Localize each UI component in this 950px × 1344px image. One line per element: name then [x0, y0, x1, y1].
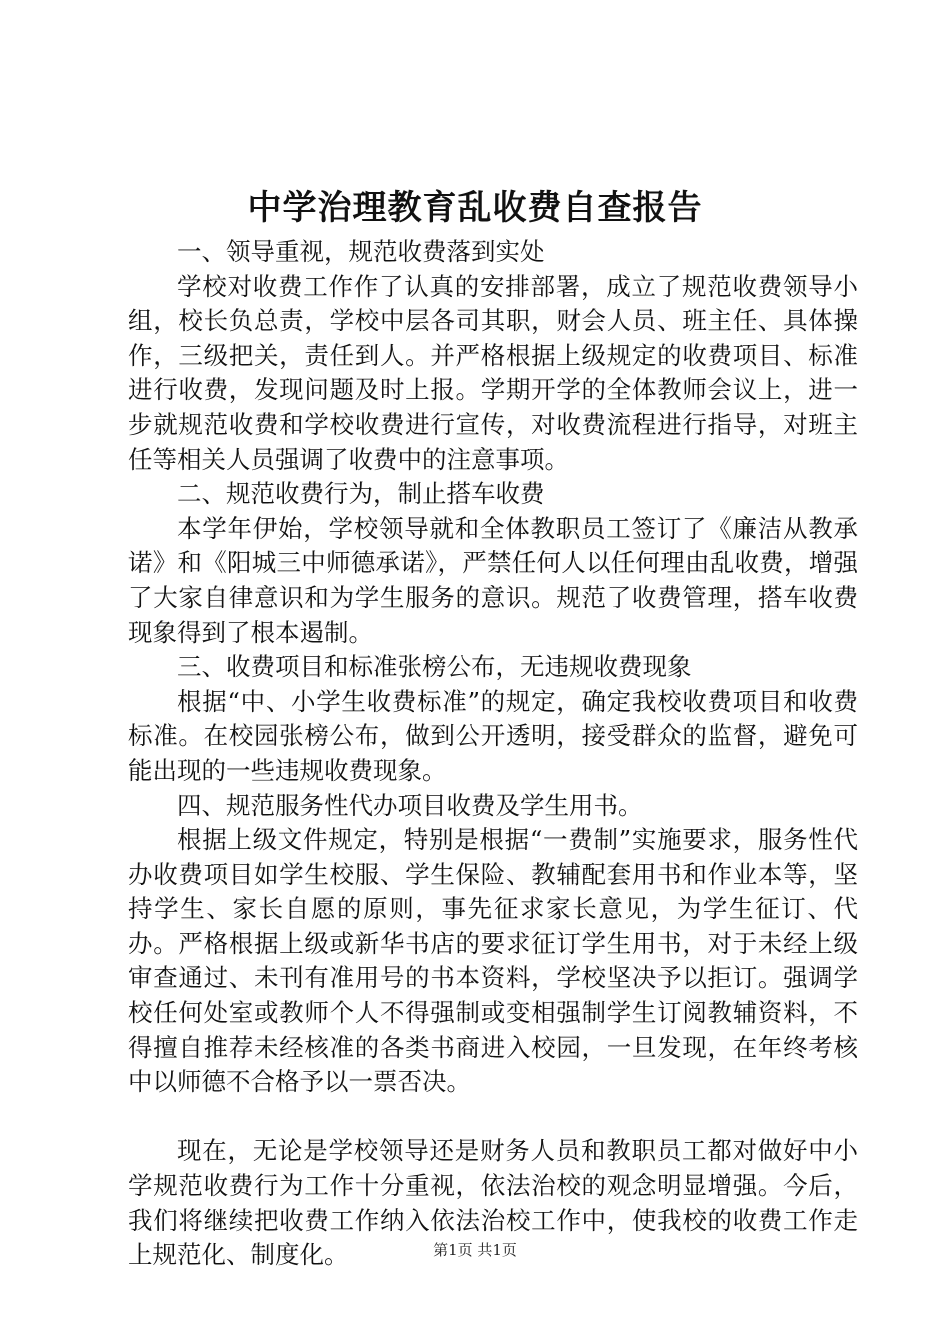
conclusion-paragraph: 现在，无论是学校领导还是财务人员和教职员工都对做好中小学规范收费行为工作十分重视，依法治校的观念明显增强。今后，我们将继续把收费工作纳入依法治校工作中，使我校的收费工作走上规范化、制度化。	[128, 1136, 858, 1270]
section-paragraph-1: 学校对收费工作作了认真的安排部署，成立了规范收费领导小组，校长负总责，学校中层各司其职，财会人员、班主任、具体操作，三级把关，责任到人。并严格根据上级规定的收费项目、标准进行收费，发现问题及时上报。学期开学的全体教师会议上，进一步就规范收费和学校收费进行宣传，对收费流程进行指导，对班主任等相关人员强调了收费中的注意事项。	[128, 271, 858, 474]
page-footer: 第1页 共1页	[433, 1241, 517, 1259]
section-heading-1: 一、领导重视，规范收费落到实处	[177, 237, 545, 266]
section-paragraph-2: 本学年伊始，学校领导就和全体教职员工签订了《廉洁从教承诺》和《阳城三中师德承诺》，严禁任何人以任何理由乱收费，增强了大家自律意识和为学生服务的意识。规范了收费管理，搭车收费现象得到了根本遏制。	[128, 513, 858, 647]
document-body	[128, 235, 858, 1273]
section-paragraph-4: 根据上级文件规定，特别是根据“一费制”实施要求，服务性代办收费项目如学生校服、学生保险、教辅配套用书和作业本等，坚持学生、家长自愿的原则，事先征求家长意见，为学生征订、代办。严格根据上级或新华书店的要求征订学生用书，对于未经上级审查通过、未刊有准用号的书本资料，学校坚决予以拒订。强调学校任何处室或教师个人不得强制或变相强制学生订阅教辅资料，不得擅自推荐未经核准的各类书商进入校园，一旦发现，在年终考核中以师德不合格予以一票否决。	[128, 825, 858, 1097]
section-heading-2: 二、规范收费行为，制止搭车收费	[177, 479, 545, 509]
document-title: 中学治理教育乱收费自查报告	[247, 188, 703, 228]
section-heading-4: 四、规范服务性代办项目收费及学生用书。	[177, 790, 643, 820]
paragraph-spacer	[128, 1100, 858, 1135]
section-paragraph-3: 根据“中、小学生收费标准”的规定，确定我校收费项目和收费标准。在校园张榜公布，做到公开透明，接受群众的监督，避免可能出现的一些违规收费现象。	[128, 686, 858, 785]
section-heading-3: 三、收费项目和标准张榜公布，无违规收费现象	[177, 652, 692, 682]
